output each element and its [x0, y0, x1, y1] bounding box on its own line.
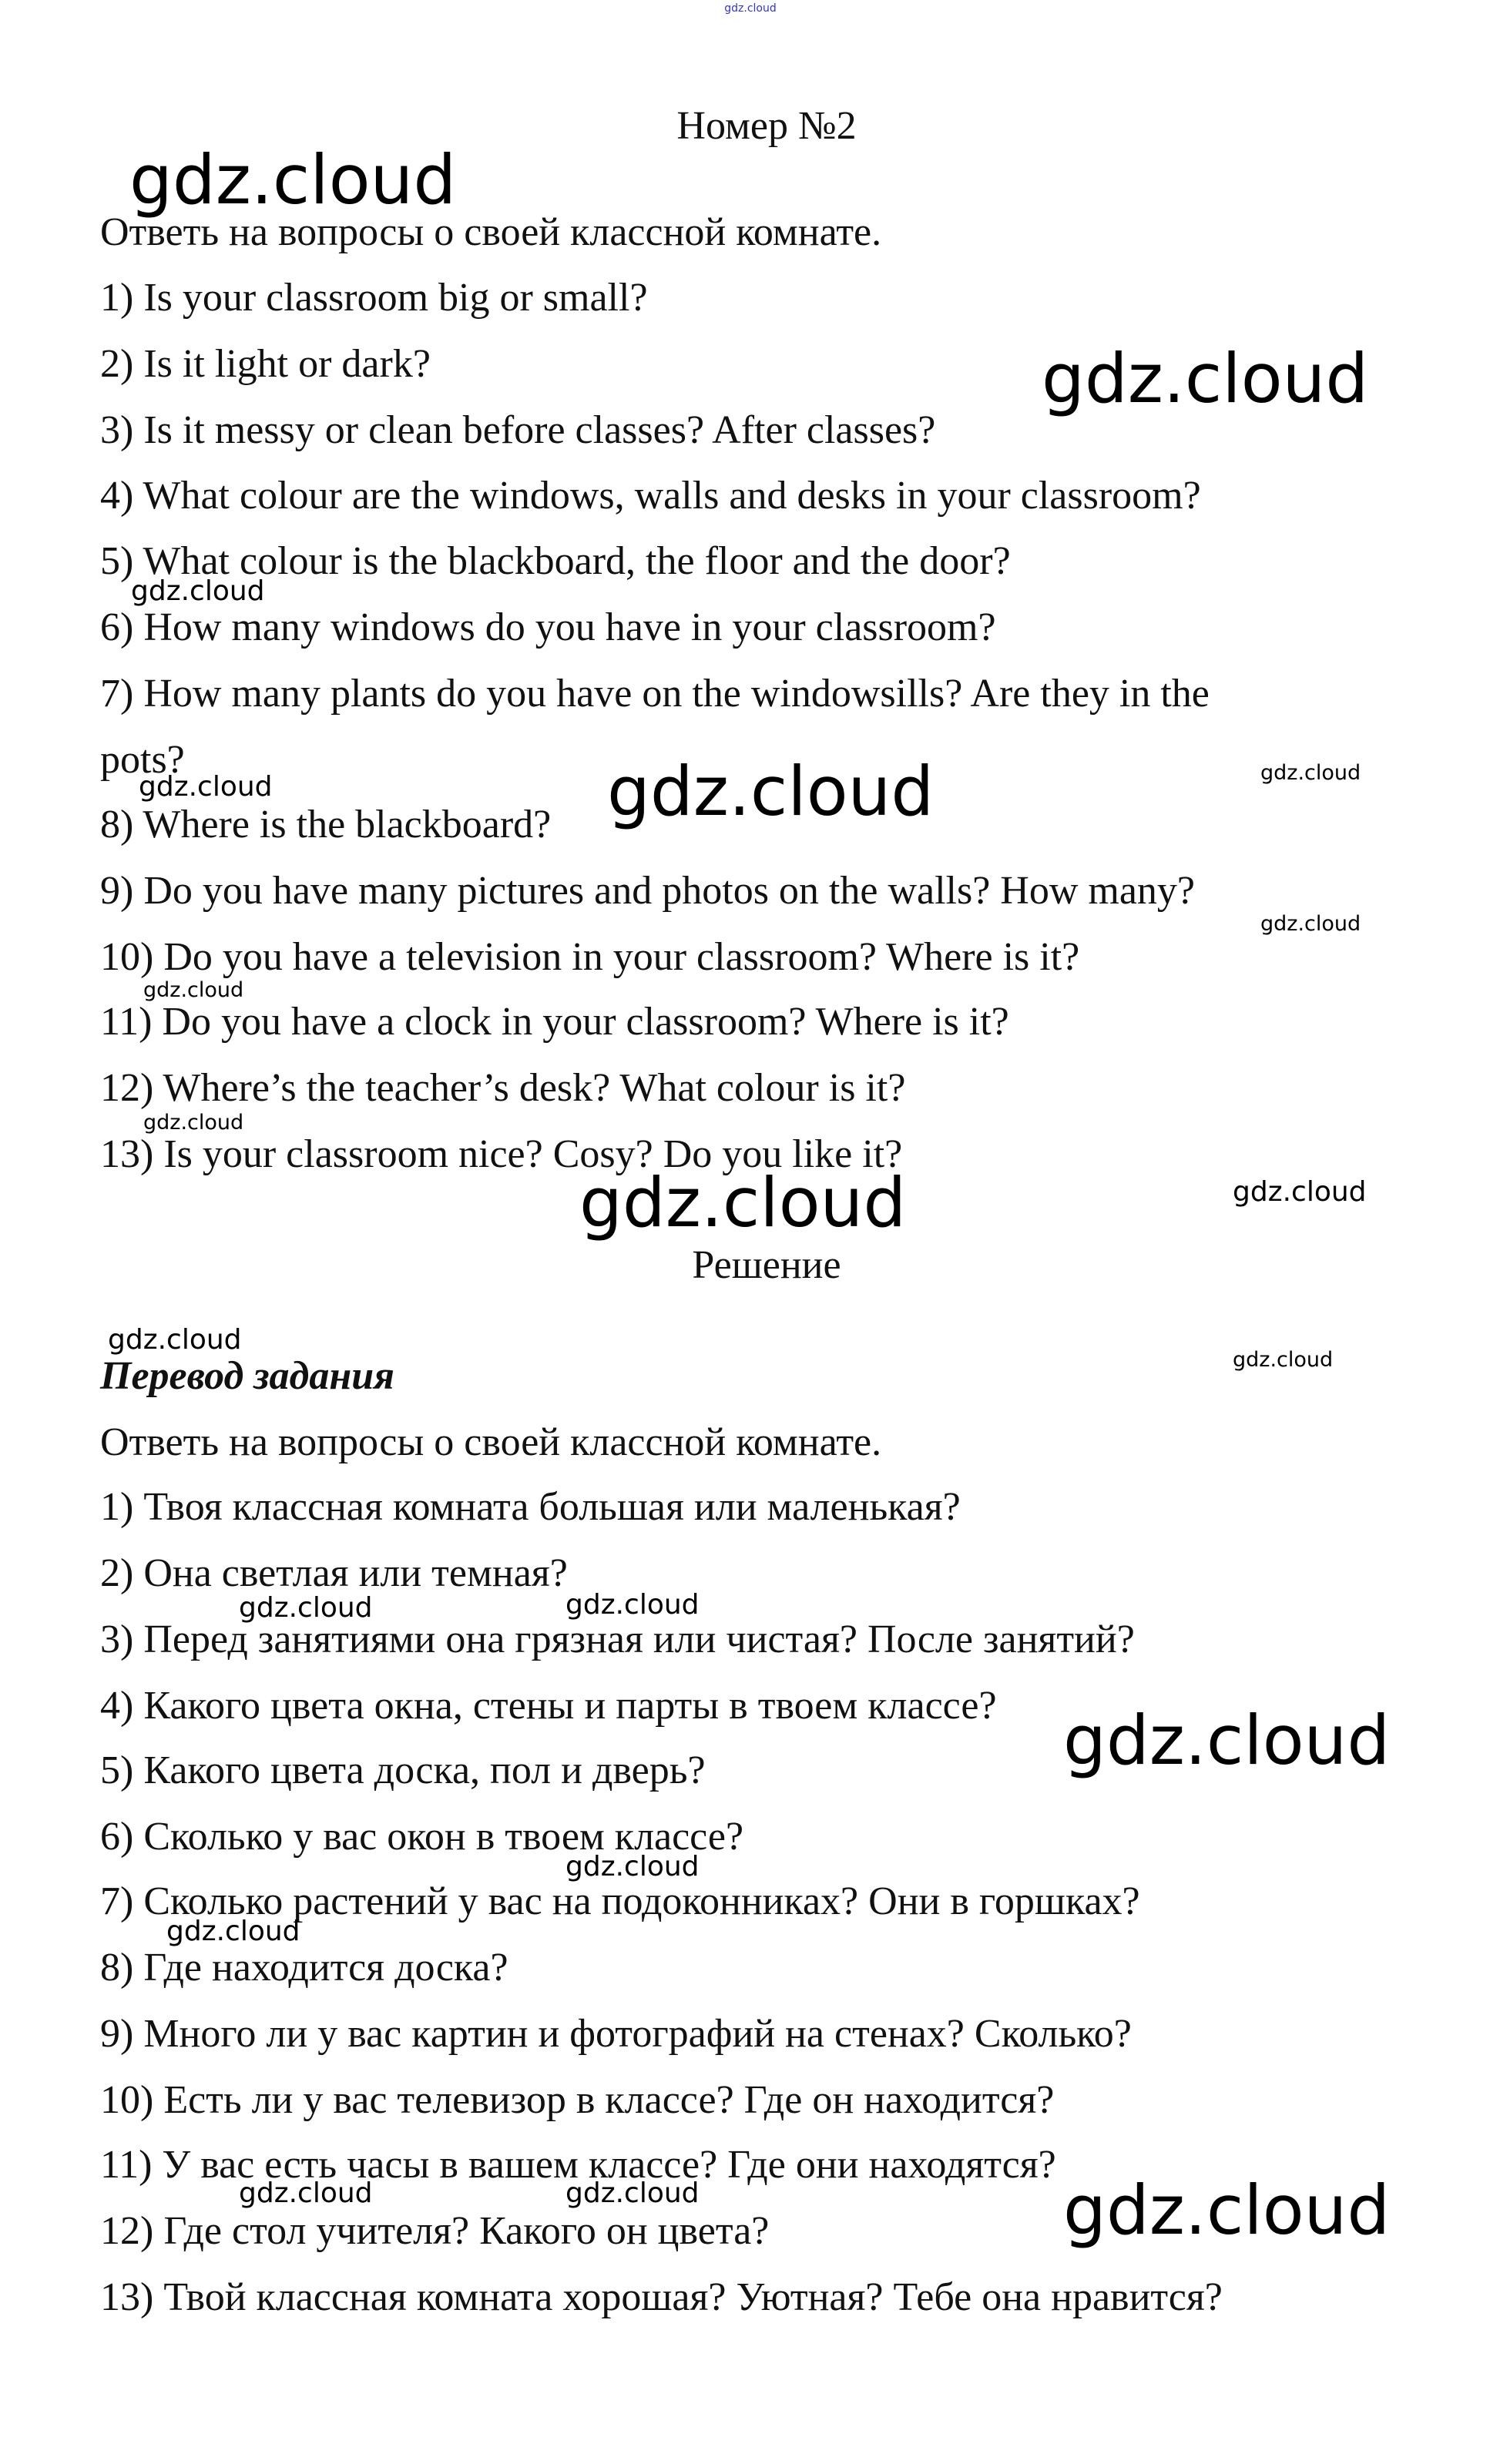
watermark: gdz.cloud	[166, 1916, 300, 1947]
watermark: gdz.cloud	[607, 752, 935, 831]
question: 9) Do you have many pictures and photos on the walls? How many?	[100, 869, 1196, 913]
header-watermark: gdz.cloud	[724, 2, 777, 15]
watermark: gdz.cloud	[565, 2177, 700, 2209]
translation-intro: Ответь на вопросы о своей классной комнате.	[100, 1420, 882, 1464]
answer: 6) Сколько у вас окон в твоем классе?	[100, 1815, 744, 1859]
answer: 4) Какого цвета окна, стены и парты в твоем классе?	[100, 1684, 997, 1728]
watermark: gdz.cloud	[579, 1163, 907, 1242]
watermark: gdz.cloud	[1233, 1176, 1367, 1208]
watermark: gdz.cloud	[565, 1851, 700, 1882]
answer: 9) Много ли у вас картин и фотографий на стенах? Сколько?	[100, 2012, 1132, 2056]
answer: 11) У вас есть часы в вашем классе? Где они находятся?	[100, 2143, 1056, 2187]
answer: 7) Сколько растений у вас на подоконниках? Они в горшках?	[100, 1879, 1140, 1923]
page-title: Номер №2	[676, 104, 857, 148]
task-intro: Ответь на вопросы о своей классной комнате.	[100, 210, 882, 254]
question: 1) Is your classroom big or small?	[100, 276, 648, 320]
watermark: gdz.cloud	[1042, 339, 1369, 418]
answer: 5) Какого цвета доска, пол и дверь?	[100, 1748, 706, 1792]
watermark: gdz.cloud	[143, 978, 244, 1002]
question-continuation: pots?	[100, 738, 185, 782]
watermark: gdz.cloud	[1260, 912, 1361, 936]
question: 10) Do you have a television in your classroom? Where is it?	[100, 935, 1080, 979]
question: 3) Is it messy or clean before classes? After classes?	[100, 408, 936, 452]
question: 8) Where is the blackboard?	[100, 803, 552, 846]
answer: 8) Где находится доска?	[100, 1946, 508, 1990]
question: 13) Is your classroom nice? Cosy? Do you like it?	[100, 1132, 903, 1176]
watermark: gdz.cloud	[1260, 761, 1361, 785]
answer: 12) Где стол учителя? Какого он цвета?	[100, 2209, 770, 2253]
answer: 2) Она светлая или темная?	[100, 1551, 568, 1595]
answer: 10) Есть ли у вас телевизор в классе? Где он находится?	[100, 2078, 1055, 2122]
translation-heading: Перевод задания	[100, 1354, 394, 1398]
question: 11) Do you have a clock in your classroom? Where is it?	[100, 1000, 1009, 1044]
question: 6) How many windows do you have in your classroom?	[100, 605, 996, 649]
watermark: gdz.cloud	[1063, 1701, 1391, 1780]
watermark: gdz.cloud	[239, 1592, 373, 1624]
watermark: gdz.cloud	[143, 1111, 244, 1135]
watermark: gdz.cloud	[565, 1589, 700, 1621]
watermark: gdz.cloud	[239, 2177, 373, 2209]
question: 7) How many plants do you have on the windowsills? Are they in the	[100, 672, 1210, 716]
question: 2) Is it light or dark?	[100, 342, 431, 386]
watermark: gdz.cloud	[129, 140, 457, 220]
solution-heading: Решение	[692, 1243, 841, 1287]
question: 5) What colour is the blackboard, the floor and the door?	[100, 539, 1011, 583]
watermark: gdz.cloud	[108, 1324, 242, 1356]
watermark: gdz.cloud	[131, 575, 265, 607]
question: 4) What colour are the windows, walls and desks in your classroom?	[100, 474, 1201, 518]
watermark: gdz.cloud	[1063, 2171, 1391, 2250]
watermark: gdz.cloud	[1233, 1348, 1334, 1372]
answer: 3) Перед занятиями она грязная или чистая? После занятий?	[100, 1618, 1135, 1661]
answer: 1) Твоя классная комната большая или маленькая?	[100, 1485, 961, 1529]
question: 12) Where’s the teacher’s desk? What colour is it?	[100, 1066, 906, 1110]
answer: 13) Твой классная комната хорошая? Уютная? Тебе она нравится?	[100, 2275, 1223, 2319]
watermark: gdz.cloud	[139, 771, 273, 803]
